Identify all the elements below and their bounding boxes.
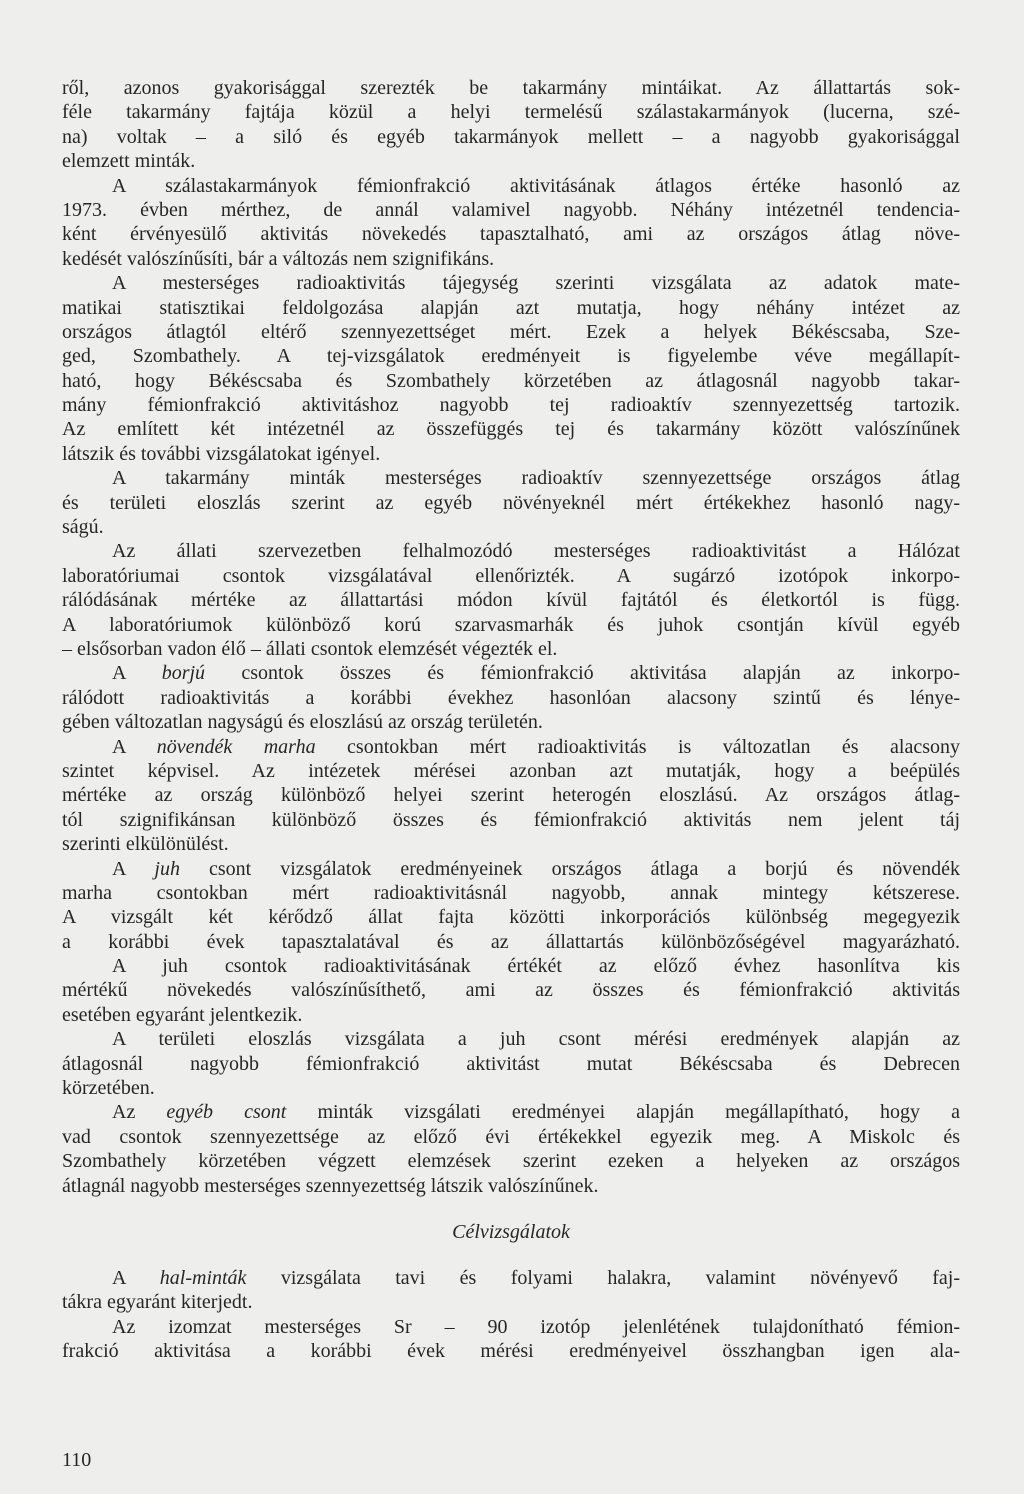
text-run: mértéke az ország különböző helyei szerint heterogén eloszlású. Az országos átlag- xyxy=(62,784,960,807)
text-line xyxy=(62,198,960,222)
text-run: csontok összes és fémionfrakció aktivitása alapján az inkorpo- xyxy=(205,662,960,685)
text-run: csont vizsgálatok eredményeinek országos átlaga a borjú és növendék xyxy=(179,857,960,880)
text-line xyxy=(62,247,960,271)
text-run: Az állati szervezetben felhalmozódó mesterséges radioaktivitást a Hálózat xyxy=(112,540,960,563)
italic-term: hal-minták xyxy=(159,1266,247,1289)
text-run: esetében egyaránt jelentkezik. xyxy=(62,1003,303,1026)
text-line xyxy=(62,417,960,441)
text-run: Az említett két intézetnél az összefüggés tej és takarmány között valószínűnek xyxy=(62,418,960,441)
text-line xyxy=(62,539,960,563)
text-run: A xyxy=(112,857,155,880)
text-run: féle takarmány fajtája közül a helyi termelésű szálastakarmányok (lucerna, szé- xyxy=(62,101,960,124)
text-line xyxy=(62,222,960,246)
text-run: A vizsgált két kérődző állat fajta közötti inkorporációs különbség megegyezik xyxy=(62,906,960,929)
text-line xyxy=(62,857,960,881)
text-line xyxy=(62,881,960,905)
text-run: csontokban mért radioaktivitás is változatlan és alacsony xyxy=(315,735,960,758)
text-line xyxy=(62,637,960,661)
text-line xyxy=(62,393,960,417)
text-line xyxy=(62,930,960,954)
text-line xyxy=(62,686,960,710)
text-line xyxy=(62,491,960,515)
text-line xyxy=(62,759,960,783)
text-run: 1973. évben mérthez, de annál valamivel nagyobb. Néhány intézetnél tendencia- xyxy=(62,198,960,221)
text-line xyxy=(62,1339,960,1363)
text-line xyxy=(62,320,960,344)
text-run: rálódásának mértéke az állattartási módon kívül fajtától és életkortól is függ. xyxy=(62,589,960,612)
text-run: – elsősorban vadon élő – állati csontok elemzését végezték el. xyxy=(62,637,558,660)
text-line xyxy=(62,1052,960,1076)
text-run: kedését valószínűsíti, bár a változás nem szignifikáns. xyxy=(62,247,495,270)
italic-term: egyéb csont xyxy=(166,1101,287,1124)
text-run: szintet képvisel. Az intézetek mérései azonban azt mutatják, hogy a beépülés xyxy=(62,759,960,782)
text-line xyxy=(62,1076,960,1100)
text-run: marha csontokban mért radioaktivitásnál nagyobb, annak mintegy kétszerese. xyxy=(62,881,960,904)
text-line xyxy=(62,832,960,856)
text-line xyxy=(62,954,960,978)
text-run: A szálastakarmányok fémionfrakció aktivitásának átlagos értéke hasonló az xyxy=(112,174,960,197)
text-run: körzetében. xyxy=(62,1077,155,1100)
text-run: átlagosnál nagyobb fémionfrakció aktivitást mutat Békéscsaba és Debrecen xyxy=(62,1052,960,1075)
text-run: A takarmány minták mesterséges radioaktív szennyezettsége országos átlag xyxy=(112,467,960,490)
text-line xyxy=(62,1149,960,1173)
text-run: átlagnál nagyobb mesterséges szennyezettség látszik valószínűnek. xyxy=(62,1174,599,1197)
text-run: ged, Szombathely. A tej-vizsgálatok eredményeit is figyelembe véve megállapít- xyxy=(62,345,960,368)
text-run: A xyxy=(112,735,157,758)
text-run: tól szignifikánsan különböző összes és fémionfrakció aktivitás nem jelent táj xyxy=(62,808,960,831)
text-line xyxy=(62,735,960,759)
text-line xyxy=(62,174,960,198)
text-line xyxy=(62,978,960,1002)
text-run: minták vizsgálati eredményei alapján megállapítható, hogy a xyxy=(286,1101,960,1124)
text-run: tákra egyaránt kiterjedt. xyxy=(62,1291,253,1314)
italic-term: juh xyxy=(154,857,180,880)
text-line xyxy=(62,783,960,807)
text-run: vad csontok szennyezettsége az előző évi értékekkel egyezik meg. A Miskolc és xyxy=(62,1125,960,1148)
text-block-section xyxy=(62,1266,960,1364)
text-line xyxy=(62,125,960,149)
text-line xyxy=(62,588,960,612)
text-run: matikai statisztikai feldolgozása alapján azt mutatja, hogy néhány intézet az xyxy=(62,296,960,319)
text-run: elemzett minták. xyxy=(62,150,196,173)
text-line xyxy=(62,661,960,685)
text-line xyxy=(62,1100,960,1124)
page-number: 110 xyxy=(62,1449,92,1471)
text-line xyxy=(62,1003,960,1027)
text-run: Az xyxy=(112,1101,167,1124)
text-run: látszik és további vizsgálatokat igényel. xyxy=(62,442,381,465)
text-run: A xyxy=(112,662,162,685)
page-body xyxy=(62,76,960,1364)
text-line xyxy=(62,149,960,173)
text-line xyxy=(62,100,960,124)
text-line xyxy=(62,76,960,100)
italic-term: borjú xyxy=(161,662,206,685)
text-run: szerinti elkülönülést. xyxy=(62,833,229,856)
text-block-main xyxy=(62,76,960,1198)
text-line xyxy=(62,1125,960,1149)
text-line xyxy=(62,296,960,320)
text-line xyxy=(62,515,960,539)
text-run: ként érvényesülő aktivitás növekedés tapasztalható, ami az országos átlag növe- xyxy=(62,223,960,246)
text-run: országos átlagtól eltérő szennyezettséget mért. Ezek a helyek Békéscsaba, Sze- xyxy=(62,320,960,343)
text-line xyxy=(62,1174,960,1198)
text-line xyxy=(62,564,960,588)
text-line xyxy=(62,344,960,368)
text-run: A területi eloszlás vizsgálata a juh csont mérési eredmények alapján az xyxy=(112,1028,960,1051)
text-line xyxy=(62,1027,960,1051)
text-run: ről, azonos gyakorisággal szerezték be takarmány mintáikat. Az állattartás sok- xyxy=(62,77,960,99)
text-run: ható, hogy Békéscsaba és Szombathely körzetében az átlagosnál nagyobb takar- xyxy=(62,369,960,392)
text-line xyxy=(62,808,960,832)
text-line xyxy=(62,442,960,466)
text-run: rálódott radioaktivitás a korábbi évekhez hasonlóan alacsony szintű és lénye- xyxy=(62,686,960,709)
text-line xyxy=(62,1290,960,1314)
text-line xyxy=(62,369,960,393)
text-run: és területi eloszlás szerint az egyéb növényeknél mért értékekhez hasonló nagy- xyxy=(62,491,960,514)
text-run: vizsgálata tavi és folyami halakra, valamint növényevő faj- xyxy=(246,1266,960,1289)
text-line xyxy=(62,1315,960,1339)
text-line xyxy=(62,905,960,929)
text-run: na) voltak – a siló és egyéb takarmányok mellett – a nagyobb gyakorisággal xyxy=(62,125,960,148)
text-run: mány fémionfrakció aktivitáshoz nagyobb tej radioaktív szennyezettség tartozik. xyxy=(62,394,960,417)
section-heading: Célvizsgálatok xyxy=(452,1220,570,1243)
text-run: gében változatlan nagyságú és eloszlású az ország területén. xyxy=(62,711,543,734)
text-run: frakció aktivitása a korábbi évek mérési eredményeivel összhangban igen ala- xyxy=(62,1340,960,1363)
text-run: Szombathely körzetében végzett elemzések szerint ezeken a helyeken az országos xyxy=(62,1150,960,1173)
text-run: A xyxy=(112,1266,160,1289)
text-run: mértékű növekedés valószínűsíthető, ami az összes és fémionfrakció aktivitás xyxy=(62,979,960,1002)
text-run: A mesterséges radioaktivitás tájegység szerinti vizsgálata az adatok mate- xyxy=(112,272,960,295)
text-line xyxy=(62,466,960,490)
text-run: A laboratóriumok különböző korú szarvasmarhák és juhok csontján kívül egyéb xyxy=(62,613,960,636)
text-run: laboratóriumai csontok vizsgálatával ellenőrizték. A sugárzó izotópok inkorpo- xyxy=(62,564,960,587)
text-line xyxy=(62,710,960,734)
text-run: ságú. xyxy=(62,516,104,539)
italic-term: növendék marha xyxy=(156,735,316,758)
text-line xyxy=(62,1266,960,1290)
text-run: Az izomzat mesterséges Sr – 90 izotóp jelenlétének tulajdonítható fémion- xyxy=(112,1315,960,1338)
text-run: a korábbi évek tapasztalatával és az állattartás különbözőségével magyarázható. xyxy=(62,930,960,953)
text-run: A juh csontok radioaktivitásának értékét az előző évhez hasonlítva kis xyxy=(112,955,960,978)
text-line xyxy=(62,271,960,295)
text-line xyxy=(62,613,960,637)
